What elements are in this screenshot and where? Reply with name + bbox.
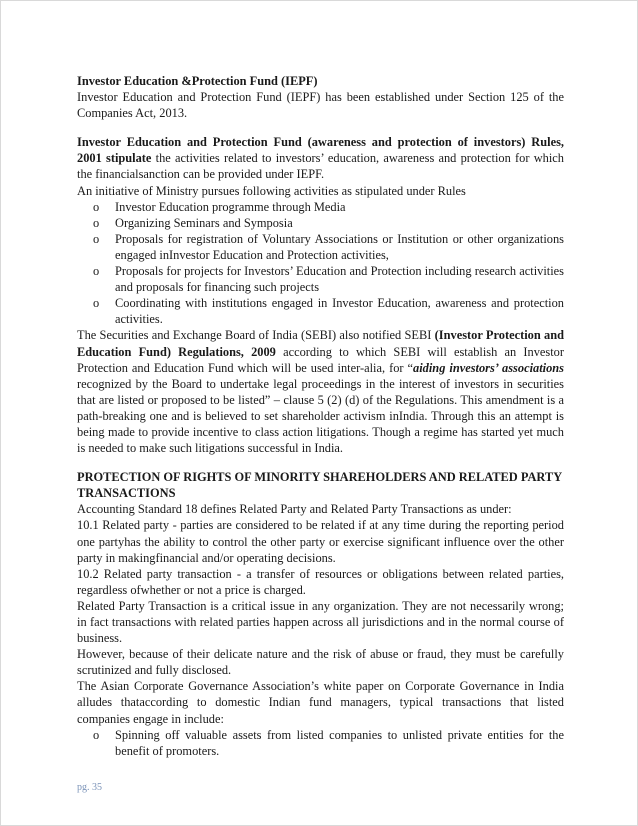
iepf-rules-text: the activities related to investors’ education, awareness and protection for which the financialsanction can be provided under IEPF. (77, 151, 564, 182)
rpt-however-paragraph: However, because of their delicate nature and the risk of abuse or fraud, they must be carefully scrutinized and fully disclosed. (77, 647, 564, 678)
iepf-rules-title: Investor Education and Protection Fund (awareness and protection of investors) Rules, 2001 stipulate (77, 135, 564, 166)
activity-item (77, 199, 564, 215)
page-content (77, 73, 564, 759)
definition-10-1: 10.1 Related party - parties are considered to be related if at any time during the reporting period one partyhas the ability to control the other party or exercise significant influence over the other party in makingfinancial and/or operating decisions. (77, 518, 564, 565)
iepf-initiative: An initiative of Ministry pursues following activities as stipulated under Rules (77, 183, 466, 198)
bullet-marker: o (93, 296, 100, 311)
activity-item-text: Proposals for projects for Investors’ Education and Protection including research activities and proposals for financing such projects (115, 264, 564, 295)
iepf-rules-paragraph (77, 134, 564, 182)
iepf-activities-list (77, 199, 564, 328)
bullet-marker: o (93, 727, 100, 742)
sebi-emphasis: aiding investors’ associations (413, 360, 565, 375)
minority-heading: PROTECTION OF RIGHTS OF MINORITY SHAREHOLDERS AND RELATED PARTY TRANSACTIONS (77, 470, 562, 501)
activity-item (77, 295, 564, 327)
activity-item-text: Investor Education programme through Media (115, 199, 346, 214)
rpt-critical-paragraph: Related Party Transaction is a critical issue in any organization. They are not necessarily wrong; in fact transactions with related parties happen across all jurisdictions and in the normal course of business. (77, 598, 564, 646)
activity-item (77, 263, 564, 295)
transaction-item (77, 727, 564, 759)
activity-item-text: Coordinating with institutions engaged in Investor Education, awareness and protection activities. (115, 296, 564, 327)
sebi-regulation-title: (Investor Protection and Education Fund) Regulations, 2009 (77, 328, 565, 359)
page-number: pg. 35 (77, 782, 102, 793)
as18-paragraph: Accounting Standard 18 defines Related Party and Related Party Transactions as under: (77, 502, 512, 517)
acga-paragraph: The Asian Corporate Governance Association’s white paper on Corporate Governance in India alludes thataccording to domestic Indian fund managers, typical transactions that listed companies engage in include: (77, 679, 564, 726)
iepf-intro: Investor Education and Protection Fund (IEPF) has been established under Section 125 of the Companies Act, 2013. (77, 90, 564, 121)
bullet-marker: o (93, 264, 100, 279)
bullet-marker: o (93, 215, 100, 230)
sebi-paragraph (77, 327, 564, 456)
activity-item (77, 231, 564, 263)
sebi-text-2: according to which SEBI will establish an Investor Protection and Education Fund which will be used inter-alia, for “ (77, 344, 564, 375)
activity-item-text: Organizing Seminars and Symposia (115, 215, 293, 230)
iepf-heading: Investor Education &Protection Fund (IEPF) (77, 74, 318, 88)
activity-item (77, 215, 564, 231)
activity-item-text: Proposals for registration of Voluntary Associations or Institution or other organizations engaged inInvestor Education and Protection activities, (115, 231, 564, 262)
bullet-marker: o (93, 199, 100, 214)
sebi-text-3: recognized by the Board to undertake legal proceedings in the interest of investors in securities that are listed or proposed to be listed” – clause 5 (2) (d) of the Regulations. This amendment is a path-breaking one and is believed to set shareholder activism inIndia. Through this an attempt is being made to provide incentive to class action litigations. Though a regime has started yet much is needed to make such litigations successful in India. (77, 376, 564, 456)
bullet-marker: o (93, 231, 100, 246)
transaction-item-text: Spinning off valuable assets from listed companies to unlisted private entities for the benefit of promoters. (115, 727, 564, 758)
definition-10-2: 10.2 Related party transaction - a transfer of resources or obligations between related parties, regardless ofwhether or not a price is charged. (77, 566, 564, 597)
transactions-list (77, 727, 564, 759)
sebi-text-1: The Securities and Exchange Board of India (SEBI) also notified SEBI (77, 328, 435, 343)
